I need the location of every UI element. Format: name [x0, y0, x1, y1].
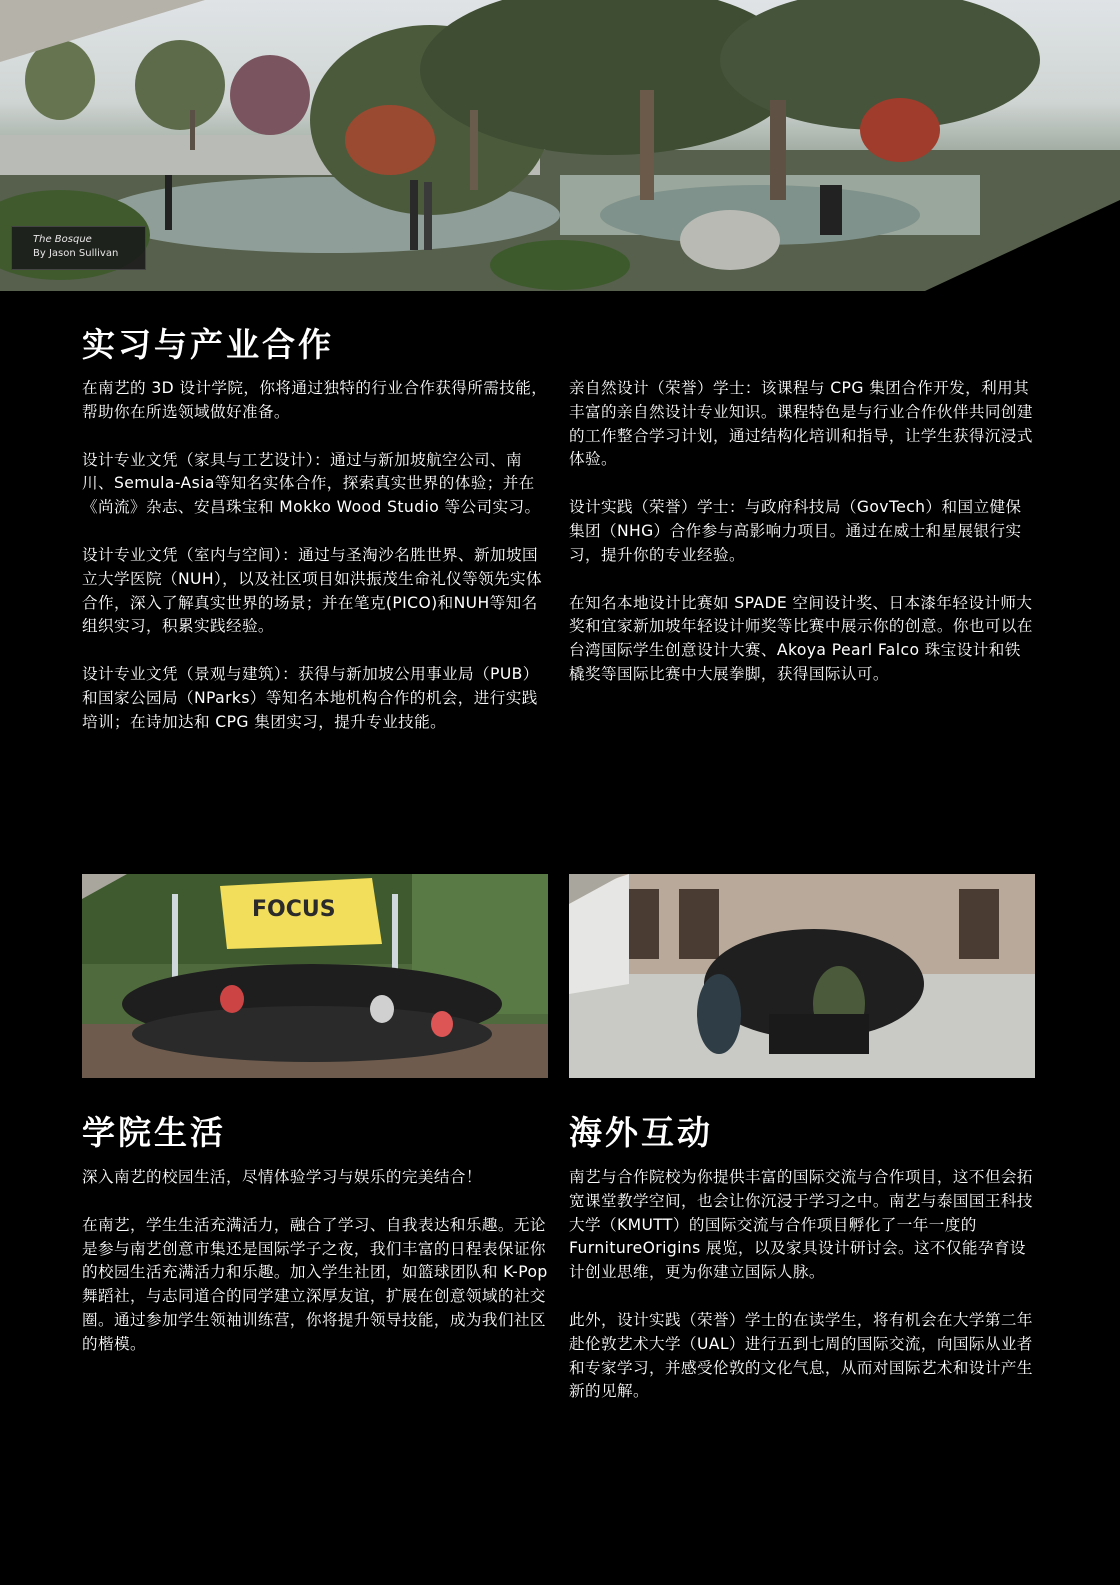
paragraph: 此外，设计实践（荣誉）学士的在读学生，将有机会在大学第二年赴伦敦艺术大学（UAL）进行五到七周的国际交流，向国际从业者和专家学习，并感受伦敦的文化气息，从而对国际艺术和设计产生新的见解。 [569, 1310, 1033, 1401]
image-caption [11, 226, 146, 270]
hero-landscape-image [0, 0, 1120, 291]
paragraph: 设计专业文凭（室内与空间）：通过与圣淘沙名胜世界、新加坡国立大学医院（NUH），以及社区项目如洪振茂生命礼仪等领先实体合作，深入了解真实世界的场景；并在笔克(PICO)和NUH等知名组织实习，积累实践经验。 [82, 545, 543, 636]
paragraph: 在南艺，学生生活充满活力，融合了学习、自我表达和乐趣。无论是参与南艺创意市集还是国际学子之夜，我们丰富的日程表保证你的校园生活充满活力和乐趣。加入学生社团，如篮球团队和 K-Pop 舞蹈社，与志同道合的同学建立深厚友谊，扩展在创意领域的社交圈。通过参加学生领袖训练营，你将提升领导技能，成为我们社区的楷模。 [82, 1215, 548, 1353]
section-title-overseas: 海外互动 [569, 1113, 713, 1152]
paragraph: 深入南艺的校园生活，尽情体验学习与娱乐的完美结合！ [82, 1168, 482, 1186]
paragraph: 设计实践（荣誉）学士：与政府科技局（GovTech）和国立健保集团（NHG）合作参与高影响力项目。通过在威士和星展银行实习，提升你的专业经验。 [569, 498, 1022, 564]
internship-left-column [82, 377, 548, 759]
paragraph: 在南艺的 3D 设计学院，你将通过独特的行业合作获得所需技能，帮助你在所选领域做好准备。 [82, 379, 548, 421]
paragraph: 在知名本地设计比赛如 SPADE 空间设计奖、日本漆年轻设计师大奖和宜家新加坡年轻设计师奖等比赛中展示你的创意。你也可以在台湾国际学生创意设计大赛、Akoya Pearl Falco 珠宝设计和铁橇奖等国际比赛中大展拳脚，获得国际认可。 [569, 593, 1033, 683]
paragraph: 亲自然设计（荣誉）学士：该课程与 CPG 集团合作开发，利用其丰富的亲自然设计专业知识。课程特色是与行业合作伙伴共同创建的工作整合学习计划，通过结构化培训和指导，让学生获得沉浸式体验。 [569, 379, 1033, 469]
banner-text: FOCUS [252, 897, 336, 922]
paragraph: 设计专业文凭（景观与建筑）：获得与新加坡公用事业局（PUB）和国家公园局（NParks）等知名本地机构合作的机会，进行实践培训；在诗加达和 CPG 集团实习，提升专业技能。 [82, 665, 539, 731]
section-title-campus-life: 学院生活 [82, 1113, 226, 1152]
caption-title: The Bosque [33, 234, 92, 245]
campus-life-group-photo [82, 874, 548, 1078]
hero-scene-illustration [0, 0, 1120, 291]
campus-life-column [82, 1166, 548, 1381]
section-title-internship: 实习与产业合作 [82, 325, 334, 364]
overseas-column [569, 1166, 1035, 1428]
caption-author: By Jason Sullivan [33, 248, 119, 259]
overseas-photo-illustration [569, 874, 1035, 1078]
paragraph: 南艺与合作院校为你提供丰富的国际交流与合作项目，这不但会拓宽课堂教学空间，也会让你沉浸于学习之中。南艺与泰国国王科技大学（KMUTT）的国际交流与合作项目孵化了一年一度的 FurnitureOrigins 展览，以及家具设计研讨会。这不仅能孕育设计创业思维，更为你建立国际人脉。 [569, 1168, 1033, 1282]
paragraph: 设计专业文凭（家具与工艺设计）：通过与新加坡航空公司、南川、Semula-Asia等知名实体合作，探索真实世界的体验；并在《尚流》杂志、安昌珠宝和 Mokko Wood Studio 等公司实习。 [82, 450, 541, 517]
internship-right-column [569, 377, 1035, 711]
overseas-group-photo [569, 874, 1035, 1078]
group-photo-illustration [82, 874, 548, 1078]
